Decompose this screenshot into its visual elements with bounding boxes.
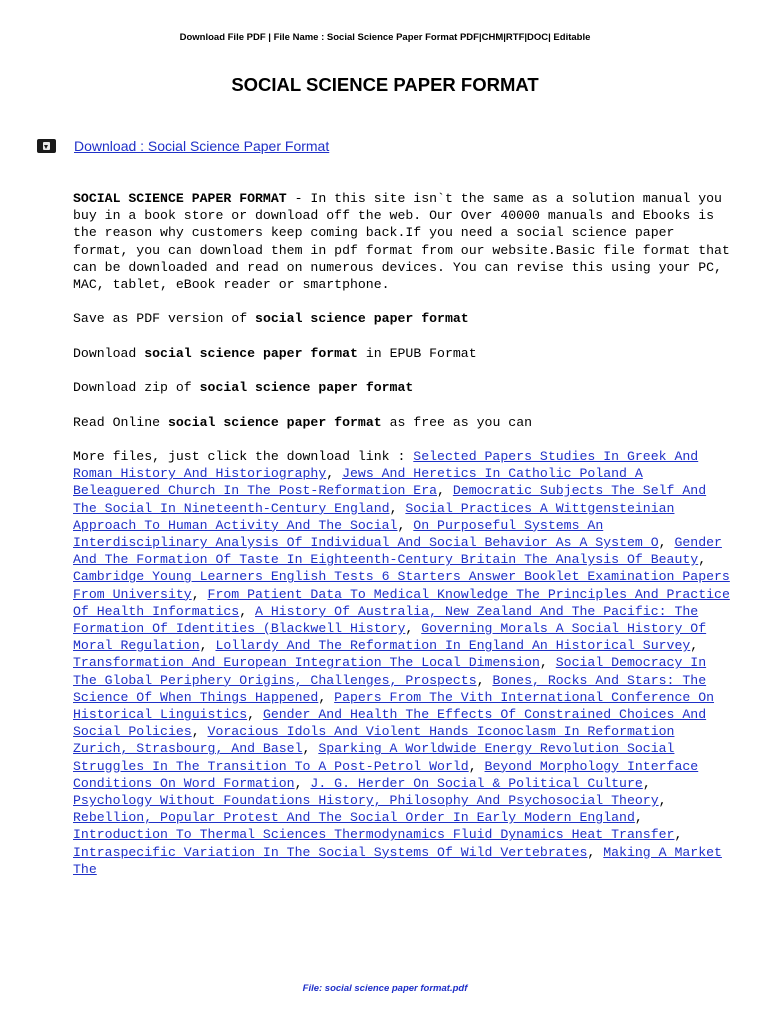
link-separator: , — [476, 672, 493, 688]
related-file-link[interactable]: Social Democracy In The Global Periphery Origins, Challenges, Prospects — [73, 655, 707, 688]
related-file-link[interactable]: Lollardy And The Reformation In England An Historical Survey — [215, 638, 691, 654]
related-file-link[interactable]: From Patient Data To Medical Knowledge The Principles And Practice Of Health Informatics — [73, 586, 730, 619]
epub-prefix: Download — [73, 345, 145, 361]
link-separator: , — [318, 689, 335, 705]
link-separator: , — [397, 517, 414, 533]
link-separator: , — [698, 552, 707, 568]
link-separator: , — [674, 827, 683, 843]
link-separator: , — [587, 844, 604, 860]
link-separator: , — [405, 621, 422, 636]
link-separator: , — [199, 638, 216, 654]
intro-bold-lead: SOCIAL SCIENCE PAPER FORMAT — [73, 191, 287, 206]
link-separator: , — [389, 500, 406, 516]
link-separator: , — [294, 775, 311, 791]
online-suffix: as free as you can — [381, 414, 533, 430]
related-file-link[interactable]: Gender And The Formation Of Taste In Eighteenth-Century Britain The Analysis Of Beauty — [73, 534, 722, 568]
related-file-link[interactable]: Beyond Morphology Interface Conditions On Word Formation — [73, 758, 699, 791]
related-file-link[interactable]: A History Of Australia, New Zealand And The Pacific: The Formation Of Identities (Blackwell History — [73, 603, 699, 636]
related-file-link[interactable]: Intraspecific Variation In The Social Systems Of Wild Vertebrates — [73, 844, 588, 860]
link-separator: , — [191, 586, 208, 602]
document-title: SOCIAL SCIENCE PAPER FORMAT — [231, 74, 539, 95]
related-file-link[interactable]: Papers From The Vith International Conference On Historical Linguistics — [73, 689, 715, 723]
epub-suffix: in EPUB Format — [357, 345, 477, 361]
related-file-link[interactable]: Selected Papers Studies In Greek And Roman History And Historiography — [73, 448, 699, 482]
link-separator: , — [326, 466, 343, 482]
related-file-link[interactable]: Rebellion, Popular Protest And The Social Order In Early Modern England — [73, 810, 635, 826]
intro-text: - In this site isn`t the same as a solution manual you buy in a book store or download off the web. Our Over 40000 manuals and Ebooks is the reason why customers keep coming back.If you need a social science paper format, you can download them in pdf format from our website.Basic file format that can be downloaded and read on numerous devices. You can revise this using your PC, MAC, tablet, eBook reader or smartphone. — [73, 191, 730, 293]
related-file-link[interactable]: Democratic Subjects The Self And The Social In Nineteenth-Century England — [73, 483, 707, 516]
related-file-link[interactable]: J. G. Herder On Social & Political Culture — [310, 775, 643, 791]
link-separator: , — [634, 810, 643, 826]
link-separator: , — [191, 724, 208, 740]
link-separator: , — [437, 483, 453, 499]
epub-line — [73, 345, 733, 362]
save-prefix: Save as PDF version of — [73, 311, 256, 327]
related-file-link[interactable]: Voracious Idols And Violent Hands Iconoclasm In Reformation Zurich, Strasbourg, And Basel — [73, 724, 675, 757]
related-file-link[interactable]: Sparking A Worldwide Energy Revolution Social Struggles In The Transition To A Post-Petrol World — [73, 741, 675, 774]
online-prefix: Read Online — [73, 414, 168, 430]
link-separator: , — [468, 758, 485, 774]
link-separator: , — [642, 775, 651, 791]
link-separator: , — [539, 655, 556, 671]
related-file-link[interactable]: Bones, Rocks And Stars: The Science Of When Things Happened — [73, 672, 707, 705]
zip-bold: social science paper format — [199, 380, 414, 396]
download-icon[interactable] — [37, 139, 56, 153]
file-footer: File: social science paper format.pdf — [302, 983, 468, 994]
more-files-lead: More files, just click the download link : — [73, 448, 414, 464]
link-separator: , — [658, 534, 675, 550]
link-separator: , — [690, 638, 699, 654]
save-pdf-line — [73, 310, 733, 327]
related-file-link[interactable]: Cambridge Young Learners English Tests 6 Starters Answer Booklet Examination Papers From University — [73, 569, 730, 602]
link-separator: , — [247, 707, 263, 723]
related-file-link[interactable]: Making A Market The — [73, 844, 722, 877]
related-file-link[interactable]: On Purposeful Systems An Interdisciplinary Analysis Of Individual And Social Behavior As A System O — [73, 517, 659, 550]
file-header: Download File PDF | File Name : Social Science Paper Format PDF|CHM|RTF|DOC| Editable — [179, 32, 591, 43]
link-separator: , — [658, 793, 667, 809]
online-bold: social science paper format — [167, 414, 382, 430]
download-row — [37, 138, 329, 154]
related-file-link[interactable]: Transformation And European Integration The Local Dimension — [73, 655, 540, 671]
link-separator: , — [302, 741, 319, 757]
document-body — [73, 190, 733, 895]
zip-prefix: Download zip of — [73, 380, 200, 396]
related-file-link[interactable]: Jews And Heretics In Catholic Poland A Beleaguered Church In The Post-Reformation Era — [73, 466, 643, 499]
related-file-link[interactable]: Gender And Health The Effects Of Constrained Choices And Social Policies — [73, 707, 707, 740]
download-link[interactable]: Download : Social Science Paper Format — [74, 138, 330, 154]
save-bold: social science paper format — [255, 311, 469, 327]
link-separator: , — [239, 603, 256, 619]
more-files-paragraph — [73, 448, 733, 878]
epub-bold: social science paper format — [144, 345, 358, 361]
related-file-link[interactable]: Social Practices A Wittgensteinian Approach To Human Activity And The Social — [73, 500, 675, 533]
related-file-link[interactable]: Introduction To Thermal Sciences Thermodynamics Fluid Dynamics Heat Transfer — [73, 827, 675, 843]
read-online-line — [73, 414, 733, 431]
related-file-link[interactable]: Psychology Without Foundations History, Philosophy And Psychosocial Theory — [73, 793, 659, 809]
zip-line — [73, 379, 733, 396]
intro-paragraph — [73, 190, 733, 293]
related-file-link[interactable]: Governing Morals A Social History Of Moral Regulation — [73, 621, 707, 654]
